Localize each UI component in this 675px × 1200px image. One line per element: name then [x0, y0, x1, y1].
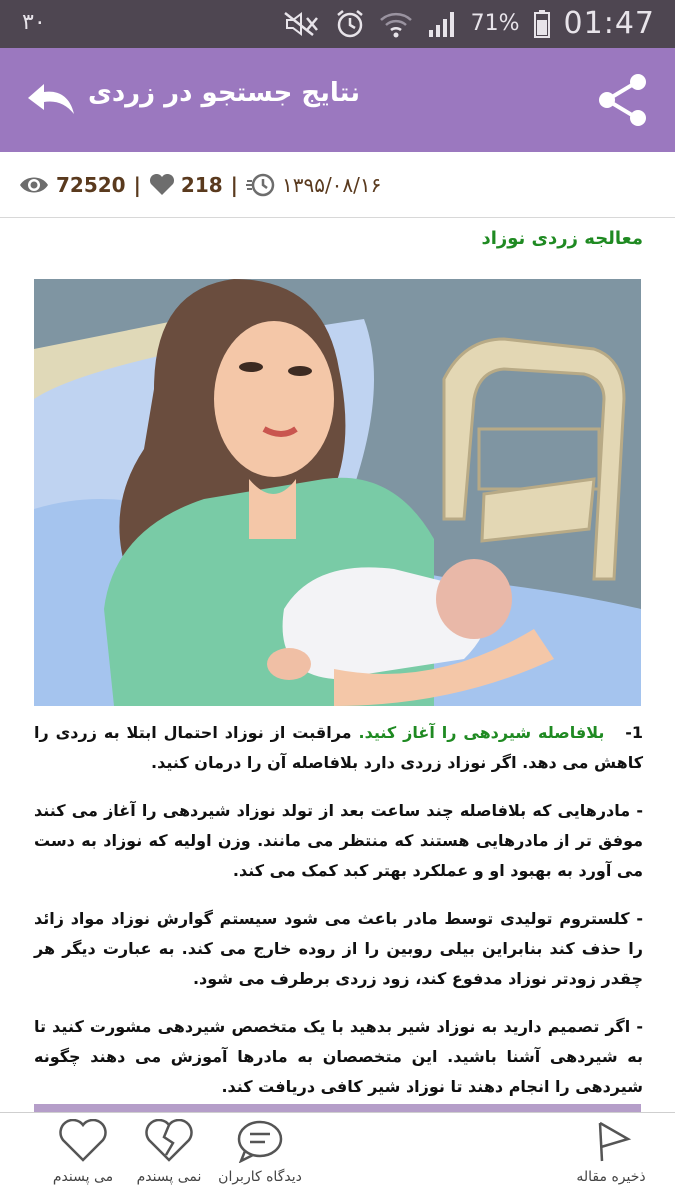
section-title: معالجه زردی نوزاد [481, 228, 643, 249]
article-body [34, 718, 643, 1120]
heart-icon [149, 174, 175, 196]
like-label: می پسندم [52, 1169, 114, 1185]
comment-bubble-icon [235, 1119, 285, 1163]
app-header [0, 48, 675, 152]
back-arrow-icon[interactable] [24, 78, 80, 122]
save-article-button[interactable] [566, 1119, 656, 1185]
like-button[interactable] [38, 1119, 128, 1185]
publish-date [246, 172, 381, 198]
views-count [18, 173, 126, 197]
mute-icon [283, 11, 321, 37]
paragraph-1 [34, 718, 643, 778]
save-label: ذخیره مقاله [576, 1169, 646, 1185]
signal-icon [427, 10, 457, 38]
eye-icon [18, 174, 50, 196]
bottom-toolbar [0, 1112, 675, 1200]
article-image [34, 279, 641, 706]
date-value: ۱۳۹۵/۰۸/۱۶ [281, 172, 382, 197]
page-title: نتایج جستجو در زردی [88, 78, 361, 108]
paragraph-3: - کلستروم تولیدی توسط مادر باعث می شود سیستم گوارش نوزاد مواد زائد را حذف کند بنابراین بیلی روبین را از روده خارج می کند. به عبارت دیگر هر چقدر زودتر نوزاد مدفوع کند، زود زردی برطرف می شود. [34, 909, 643, 988]
step-number: 1- [625, 723, 643, 742]
flag-icon [586, 1119, 636, 1163]
mother-breastfeeding-illustration [34, 279, 641, 706]
comments-button[interactable] [210, 1119, 310, 1185]
views-value: 72520 [56, 172, 126, 197]
status-clock: 01:47 [563, 6, 655, 41]
battery-percent: 71% [470, 11, 520, 36]
share-icon[interactable] [595, 72, 651, 128]
step-text: مراقبت از نوزاد احتمال ابتلا به زردی را کاهش می دهد. اگر نوزاد زردی دارد بلافاصله آن را درمان کنید. [34, 723, 643, 772]
broken-heart-icon [144, 1119, 194, 1163]
battery-icon [534, 10, 550, 38]
likes-count [149, 173, 223, 197]
status-bar [0, 0, 675, 48]
alarm-icon [335, 9, 365, 39]
meta-separator: | [230, 172, 238, 197]
status-icons [283, 6, 655, 41]
paragraph-4: - اگر تصمیم دارید به نوزاد شیر بدهید با یک متخصص شیردهی مشورت کنید تا به شیردهی آشنا باشید. این متخصصان به مادرها آموزش می دهند چگونه شیردهی را انجام دهند تا نوزاد شیر کافی دریافت کند. [34, 1017, 643, 1096]
step-lead: بلافاصله شیردهی را آغاز کنید. [358, 723, 605, 742]
dislike-button[interactable] [124, 1119, 214, 1185]
paragraph-2: - مادرهایی که بلافاصله چند ساعت بعد از تولد نوزاد شیردهی را آغاز می کنند موفق تر از مادرهایی هستند که منتظر می مانند. وزن اولیه که نوزاد به دست می آورد به بهبود او و عملکرد بهتر کبد کمک می کند. [34, 801, 643, 880]
wifi-icon [379, 10, 413, 38]
clock-icon [246, 172, 276, 198]
likes-value: 218 [180, 172, 223, 197]
article-meta [0, 152, 675, 218]
comments-label: دیدگاه کاربران [218, 1169, 302, 1185]
dislike-label: نمی پسندم [136, 1169, 202, 1185]
heart-outline-icon [58, 1119, 108, 1163]
notification-count: ۳۰ [22, 10, 46, 35]
meta-separator: | [133, 172, 141, 197]
